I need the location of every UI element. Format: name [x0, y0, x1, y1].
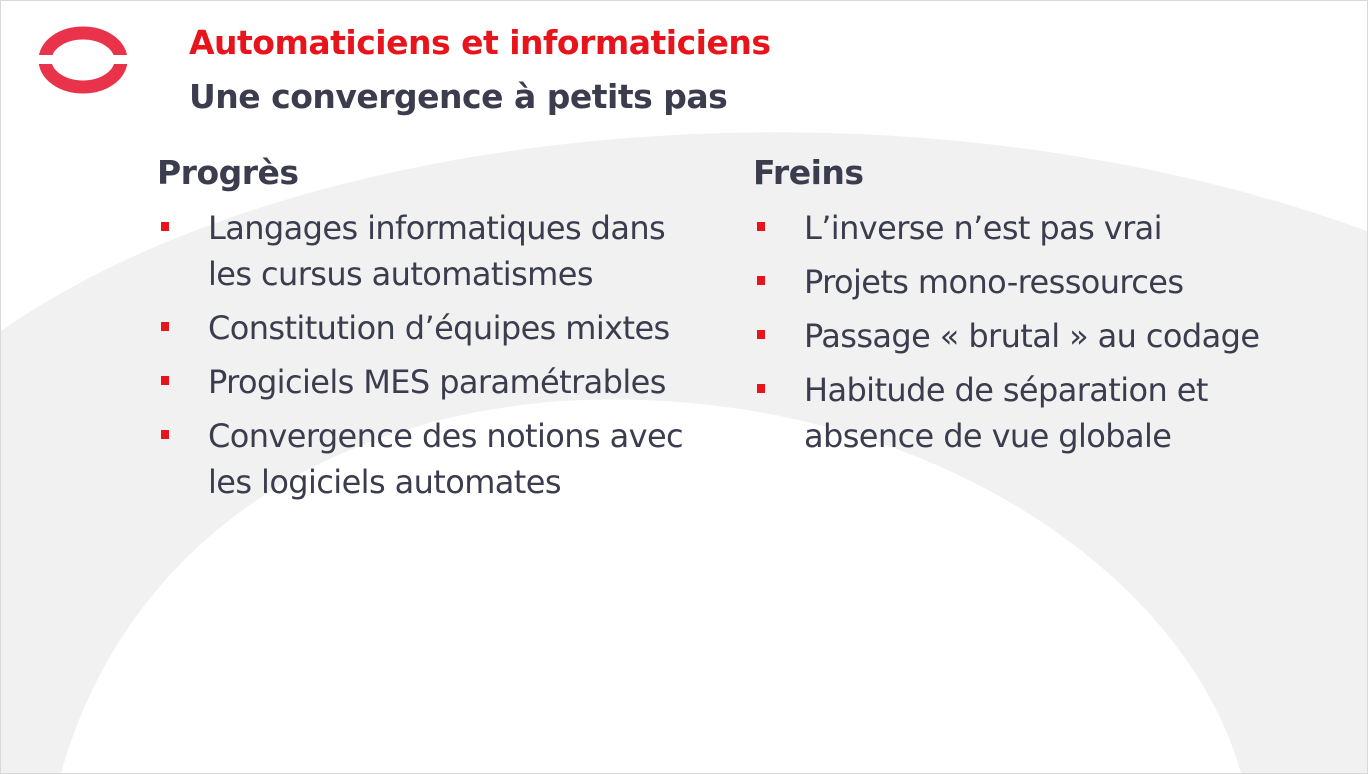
brakes-column	[753, 153, 1313, 467]
slide-subtitle: Une convergence à petits pas	[189, 77, 728, 116]
slide-title: Automaticiens et informaticiens	[189, 23, 771, 62]
list-item	[753, 313, 1313, 359]
progress-column	[157, 153, 717, 513]
list-item	[157, 359, 717, 405]
list-item-text: Habitude de séparation et absence de vue globale	[804, 371, 1208, 455]
list-item-text: Constitution d’équipes mixtes	[208, 309, 670, 347]
progress-heading: Progrès	[157, 153, 299, 192]
bullet-square-icon	[757, 330, 765, 339]
company-logo	[37, 25, 129, 95]
bullet-square-icon	[757, 384, 765, 393]
list-item	[157, 305, 717, 351]
brakes-heading: Freins	[753, 153, 864, 192]
list-item	[753, 367, 1313, 459]
bullet-square-icon	[757, 222, 765, 231]
bullet-square-icon	[161, 322, 169, 331]
bullet-square-icon	[161, 376, 169, 385]
list-item-text: Convergence des notions avec les logiciels automates	[208, 417, 684, 501]
bullet-square-icon	[161, 222, 169, 231]
list-item	[753, 259, 1313, 305]
list-item-text: Langages informatiques dans les cursus automatismes	[208, 209, 666, 293]
brakes-list	[753, 205, 1313, 459]
list-item-text: Projets mono-ressources	[804, 263, 1184, 301]
progress-list	[157, 205, 717, 505]
bullet-square-icon	[757, 276, 765, 285]
list-item	[753, 205, 1313, 251]
list-item-text: L’inverse n’est pas vrai	[804, 209, 1162, 247]
logo-gap	[37, 55, 129, 64]
list-item	[157, 205, 717, 297]
list-item-text: Passage « brutal » au codage	[804, 317, 1260, 355]
list-item-text: Progiciels MES paramétrables	[208, 363, 666, 401]
list-item	[157, 413, 717, 505]
bullet-square-icon	[161, 430, 169, 439]
